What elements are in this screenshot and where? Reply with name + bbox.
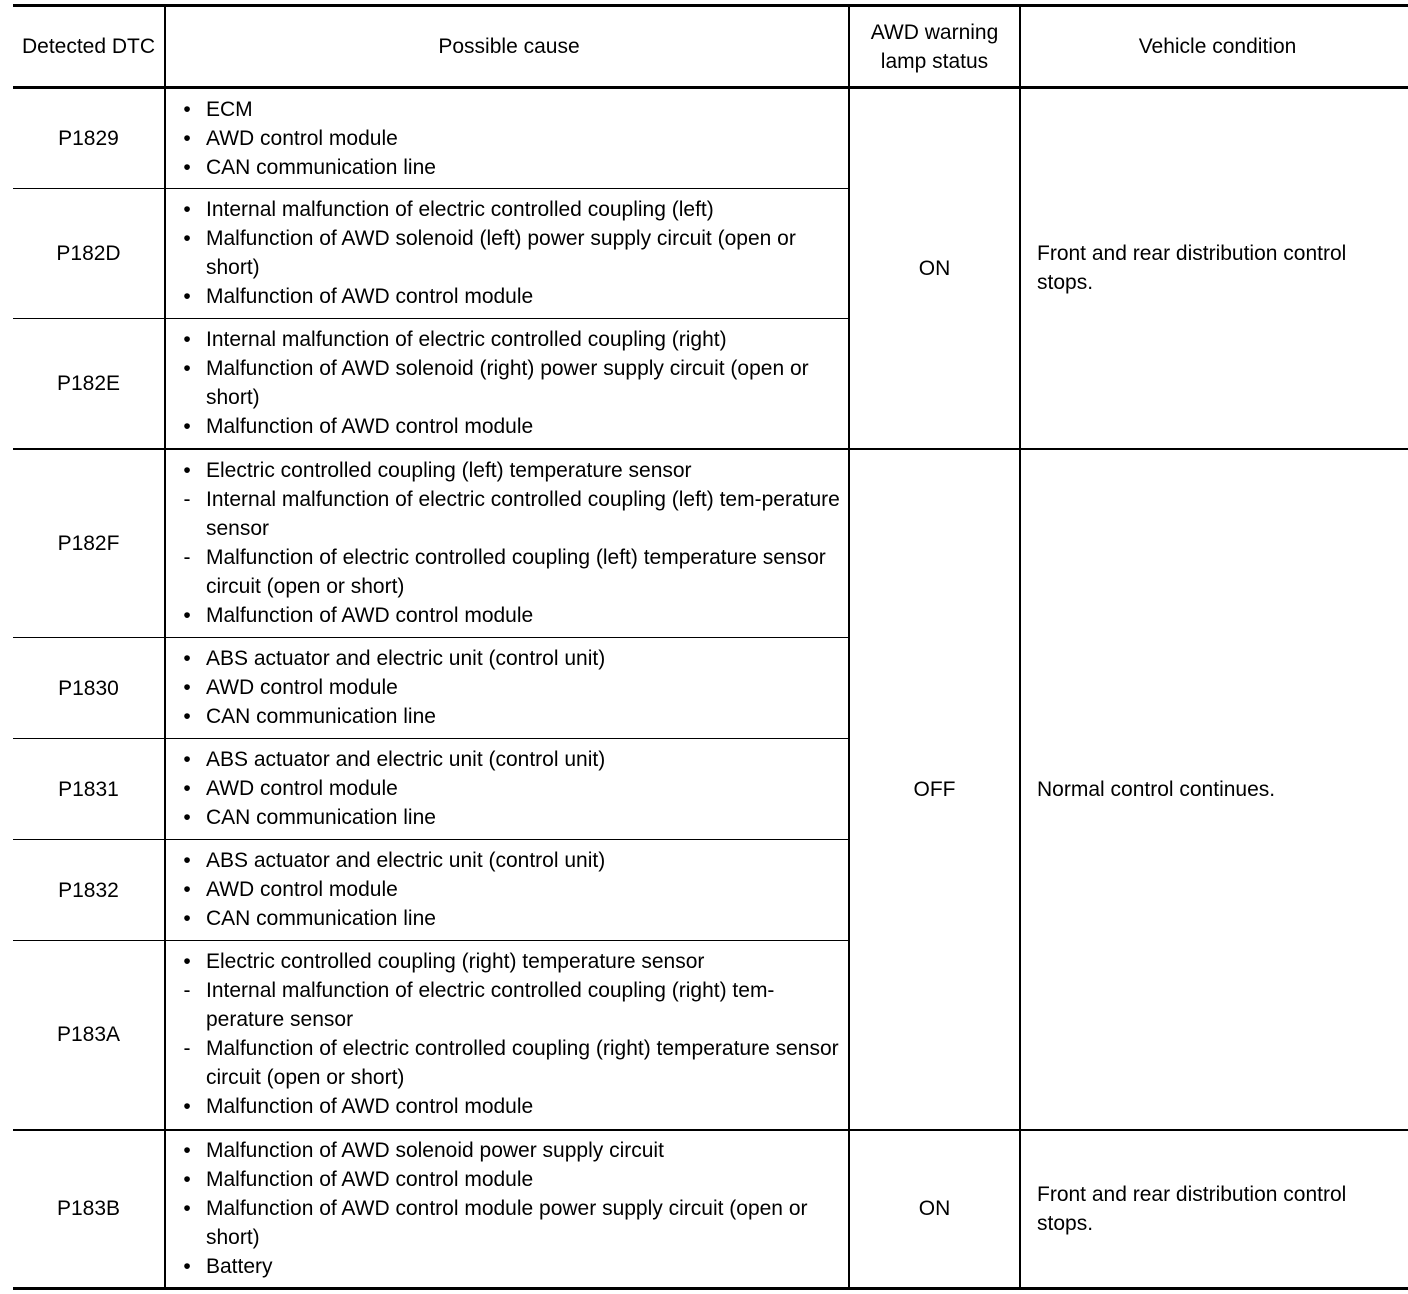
cause-text: Malfunction of AWD control module — [206, 285, 534, 308]
cause-text: Malfunction of AWD control module — [206, 603, 534, 627]
dash-marker: - — [183, 487, 191, 511]
cause-item — [176, 195, 842, 224]
cause-item — [176, 1136, 842, 1165]
cause-item — [176, 1034, 842, 1092]
cause-item — [176, 1252, 842, 1281]
table-row — [13, 449, 1408, 638]
bullet-marker: • — [183, 1167, 191, 1191]
cause-text: ABS actuator and electric unit (control unit) — [206, 647, 606, 670]
cause-item — [176, 1092, 842, 1121]
header-detected-dtc: Detected DTC — [13, 6, 165, 88]
cause-text: Internal malfunction of electric controlled coupling (right) tem-perature sensor — [206, 979, 775, 1032]
cause-text: Electric controlled coupling (left) temperature sensor — [206, 458, 692, 482]
cause-list — [176, 846, 842, 933]
cause-text: Malfunction of AWD control module power supply circuit (open or short) — [206, 1196, 808, 1249]
cause-item — [176, 644, 842, 673]
cause-item — [176, 904, 842, 933]
bullet-marker: • — [183, 806, 191, 829]
table-row — [13, 88, 1408, 189]
cause-text: ECM — [206, 97, 253, 121]
bullet-marker: • — [183, 705, 191, 728]
cause-text: Malfunction of electric controlled coupling (left) temperature sensor circuit (open or short) — [206, 545, 826, 598]
bullet-marker: • — [183, 327, 191, 351]
bullet-marker: • — [183, 1138, 191, 1162]
bullet-marker: • — [183, 647, 191, 670]
cause-item — [176, 976, 842, 1034]
cause-text: AWD control module — [206, 777, 398, 800]
cause-text: Malfunction of AWD control module — [206, 1167, 534, 1191]
cause-text: CAN communication line — [206, 705, 436, 728]
cause-text: Electric controlled coupling (right) temperature sensor — [206, 950, 705, 974]
vehicle-condition: Normal control continues. — [1020, 449, 1408, 1130]
cause-text: AWD control module — [206, 878, 398, 901]
cause-text: Malfunction of AWD control module — [206, 1095, 534, 1119]
bullet-marker: • — [183, 285, 191, 308]
dtc-code: P1832 — [13, 840, 165, 941]
cause-item — [176, 224, 842, 282]
awd-warning-lamp-status: ON — [849, 1130, 1020, 1289]
bullet-marker: • — [183, 777, 191, 800]
cause-item — [176, 543, 842, 601]
cause-item — [176, 325, 842, 354]
cause-text: ABS actuator and electric unit (control unit) — [206, 849, 606, 872]
possible-cause-cell — [165, 449, 849, 638]
cause-item — [176, 702, 842, 731]
cause-list — [176, 644, 842, 731]
dash-marker: - — [183, 545, 191, 569]
dtc-code: P1830 — [13, 638, 165, 739]
bullet-marker: • — [183, 414, 191, 438]
awd-warning-lamp-status: ON — [849, 88, 1020, 449]
header-awd-warning-lamp-status: AWD warning lamp status — [849, 6, 1020, 88]
cause-item — [176, 95, 842, 124]
cause-text: Internal malfunction of electric controlled coupling (right) — [206, 327, 727, 351]
possible-cause-cell — [165, 1130, 849, 1289]
cause-text: CAN communication line — [206, 806, 436, 829]
cause-text: CAN communication line — [206, 155, 436, 179]
cause-text: Battery — [206, 1254, 273, 1278]
cause-item — [176, 1165, 842, 1194]
cause-item — [176, 673, 842, 702]
cause-item — [176, 774, 842, 803]
possible-cause-cell — [165, 88, 849, 189]
table-row — [13, 1130, 1408, 1289]
cause-text: CAN communication line — [206, 907, 436, 930]
dtc-table — [13, 4, 1408, 1290]
cause-item — [176, 875, 842, 904]
bullet-marker: • — [183, 849, 191, 872]
bullet-marker: • — [183, 155, 191, 179]
possible-cause-cell — [165, 739, 849, 840]
possible-cause-cell — [165, 189, 849, 319]
awd-warning-lamp-status: OFF — [849, 449, 1020, 1130]
cause-text: Malfunction of AWD solenoid power supply circuit — [206, 1138, 664, 1162]
cause-text: ABS actuator and electric unit (control unit) — [206, 748, 606, 771]
cause-list — [176, 195, 842, 311]
bullet-marker: • — [183, 950, 191, 974]
dtc-code: P183B — [13, 1130, 165, 1289]
cause-item — [176, 153, 842, 182]
cause-list — [176, 1136, 842, 1281]
bullet-marker: • — [183, 458, 191, 482]
possible-cause-cell — [165, 638, 849, 739]
possible-cause-cell — [165, 840, 849, 941]
vehicle-condition: Front and rear distribution control stops. — [1020, 88, 1408, 449]
header-vehicle-condition: Vehicle condition — [1020, 6, 1408, 88]
cause-text: Malfunction of AWD solenoid (left) power supply circuit (open or short) — [206, 227, 796, 279]
cause-list — [176, 745, 842, 832]
cause-text: Malfunction of AWD solenoid (right) power supply circuit (open or short) — [206, 356, 809, 409]
cause-item — [176, 485, 842, 543]
cause-text: Internal malfunction of electric controlled coupling (left) — [206, 198, 714, 221]
bullet-marker: • — [183, 1254, 191, 1278]
cause-list — [176, 95, 842, 182]
bullet-marker: • — [183, 97, 191, 121]
bullet-marker: • — [183, 1196, 191, 1220]
cause-item — [176, 947, 842, 976]
dtc-code: P182F — [13, 449, 165, 638]
bullet-marker: • — [183, 356, 191, 380]
bullet-marker: • — [183, 198, 191, 221]
dtc-code: P183A — [13, 941, 165, 1130]
header-row — [13, 6, 1408, 88]
dash-marker: - — [183, 1037, 191, 1061]
dash-marker: - — [183, 979, 191, 1003]
cause-text: Malfunction of electric controlled coupling (right) temperature sensor circuit (open or short) — [206, 1037, 839, 1090]
cause-item — [176, 601, 842, 630]
cause-item — [176, 282, 842, 311]
dtc-code: P1829 — [13, 88, 165, 189]
cause-item — [176, 803, 842, 832]
cause-item — [176, 456, 842, 485]
bullet-marker: • — [183, 878, 191, 901]
cause-item — [176, 1194, 842, 1252]
cause-item — [176, 846, 842, 875]
cause-item — [176, 745, 842, 774]
bullet-marker: • — [183, 603, 191, 627]
cause-list — [176, 456, 842, 630]
dtc-code: P182D — [13, 189, 165, 319]
cause-item — [176, 124, 842, 153]
cause-item — [176, 412, 842, 441]
cause-text: AWD control module — [206, 676, 398, 699]
bullet-marker: • — [183, 227, 191, 250]
dtc-code: P182E — [13, 319, 165, 449]
cause-text: AWD control module — [206, 126, 398, 150]
possible-cause-cell — [165, 319, 849, 449]
bullet-marker: • — [183, 748, 191, 771]
cause-text: Malfunction of AWD control module — [206, 414, 534, 438]
cause-text: Internal malfunction of electric controlled coupling (left) tem-perature sensor — [206, 487, 840, 540]
possible-cause-cell — [165, 941, 849, 1130]
dtc-code: P1831 — [13, 739, 165, 840]
cause-list — [176, 325, 842, 441]
bullet-marker: • — [183, 1095, 191, 1119]
header-possible-cause: Possible cause — [165, 6, 849, 88]
cause-item — [176, 354, 842, 412]
bullet-marker: • — [183, 676, 191, 699]
bullet-marker: • — [183, 907, 191, 930]
cause-list — [176, 947, 842, 1121]
bullet-marker: • — [183, 126, 191, 150]
vehicle-condition: Front and rear distribution control stops. — [1020, 1130, 1408, 1289]
